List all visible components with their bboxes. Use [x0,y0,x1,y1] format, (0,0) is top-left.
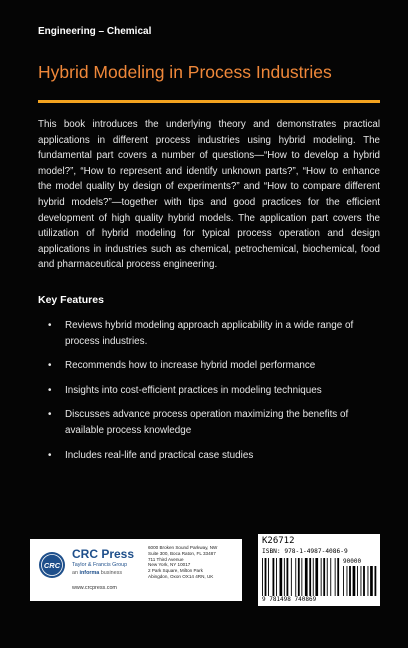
publisher-panel [30,539,242,601]
list-item [48,358,378,374]
barcode-addon-bar [349,566,351,596]
bullet-icon: • [48,409,52,421]
barcode-digits: 9 781498 740869 [262,596,317,603]
barcode-addon-bar [375,566,377,596]
bullet-icon: • [48,384,52,396]
publisher-imprint [72,570,122,576]
feature-text: Insights into cost-efficient practices in modeling techniques [65,384,322,396]
imprint-prefix: an [72,570,78,576]
barcode-bar [298,558,300,596]
isbn-text: ISBN: 978-1-4987-4086-9 [262,548,348,555]
barcode-bar [262,558,263,596]
book-title: Hybrid Modeling in Process Industries [38,62,332,82]
catalog-number: K26712 [262,536,295,546]
barcode-addon-bar [361,566,362,596]
barcode-bar [287,558,289,596]
barcode-bar [295,558,296,596]
barcode-addon-bar [357,566,358,596]
barcode-addon-bar [363,566,365,596]
bullet-icon: • [48,320,52,331]
address-line: New York, NY 10017 [148,562,191,568]
bullet-icon: • [48,360,52,372]
barcode-addon-bar [353,566,356,596]
barcode-bar [268,558,269,596]
barcode-bar [305,558,308,596]
barcode-bar [301,558,302,596]
address-line: 2 Park Square, Milton Park [148,568,203,574]
barcode-bar [309,558,311,596]
barcode-bar [280,558,283,596]
address-line: 711 Third Avenue [148,556,184,562]
feature-text: Includes real-life and practical case studies [65,449,254,461]
barcode-addon-bar [370,566,373,596]
bullet-icon: • [48,449,52,461]
address-line: Suite 300, Boca Raton, FL 33487 [148,550,216,556]
category-label: Engineering – Chemical [38,26,152,37]
address-line: Abingdon, Oxon OX14 4RN, UK [148,573,214,579]
feature-text: Discusses advance process operation maximizing the benefits of available process knowledge [65,409,349,436]
key-features-heading: Key Features [38,294,104,306]
feature-text: Reviews hybrid modeling approach applicability in a wide range of process industries. [65,320,354,347]
book-description: This book introduces the underlying theory and demonstrates practical applications in different process industries using hybrid modeling. The fundamental part covers a number of questions—“How to develop a hybrid model?”, “How to represent and identify unknown parts?”, “How to enhance the model quality by design of experiments?” and “How to compare different hybrid models?”—together with tips and good practices for the efficient development of high quality hybrid models. The application part covers the utilization of hybrid modeling for typical process operation and design applications in industries such as chemical, petrochemical, biochemical, food and pharmaceutical process engineering. [38,119,380,271]
barcode-addon: 90000 [343,558,362,565]
publisher-addresses [148,545,217,580]
feature-text: Recommends how to increase hybrid model performance [65,360,316,372]
publisher-name: CRC Press [72,547,135,561]
list-item [48,383,378,399]
list-item [48,448,378,464]
list-item [48,318,378,349]
barcode-addon-bar [343,566,344,596]
key-features-list [48,318,378,472]
publisher-url: www.crcpress.com [72,585,117,591]
address-line: 6000 Broken Sound Parkway, NW [148,545,218,550]
barcode-bar [321,558,322,596]
imprint-brand: informa [79,570,100,576]
barcode-addon-bar [347,566,348,596]
barcode-bar [330,558,331,596]
barcode-bar [273,558,275,596]
list-item [48,407,378,438]
barcode-bar [323,558,325,596]
publisher-group: Taylor & Francis Group [72,562,128,568]
barcode-addon-bar [368,566,369,596]
crc-logo-text: CRC [43,561,61,570]
barcode-bar [337,558,339,596]
barcode-bar [313,558,314,596]
barcode-bar [315,558,318,596]
barcode-bar [335,558,336,596]
barcode-bar [284,558,285,596]
title-divider [38,100,380,103]
barcode-bar [291,558,292,596]
barcode-panel [258,534,380,606]
crc-logo-icon [38,551,66,579]
imprint-suffix: business [100,570,123,576]
barcode-bar [276,558,277,596]
barcode-bar [327,558,328,596]
barcode-bar [265,558,267,596]
